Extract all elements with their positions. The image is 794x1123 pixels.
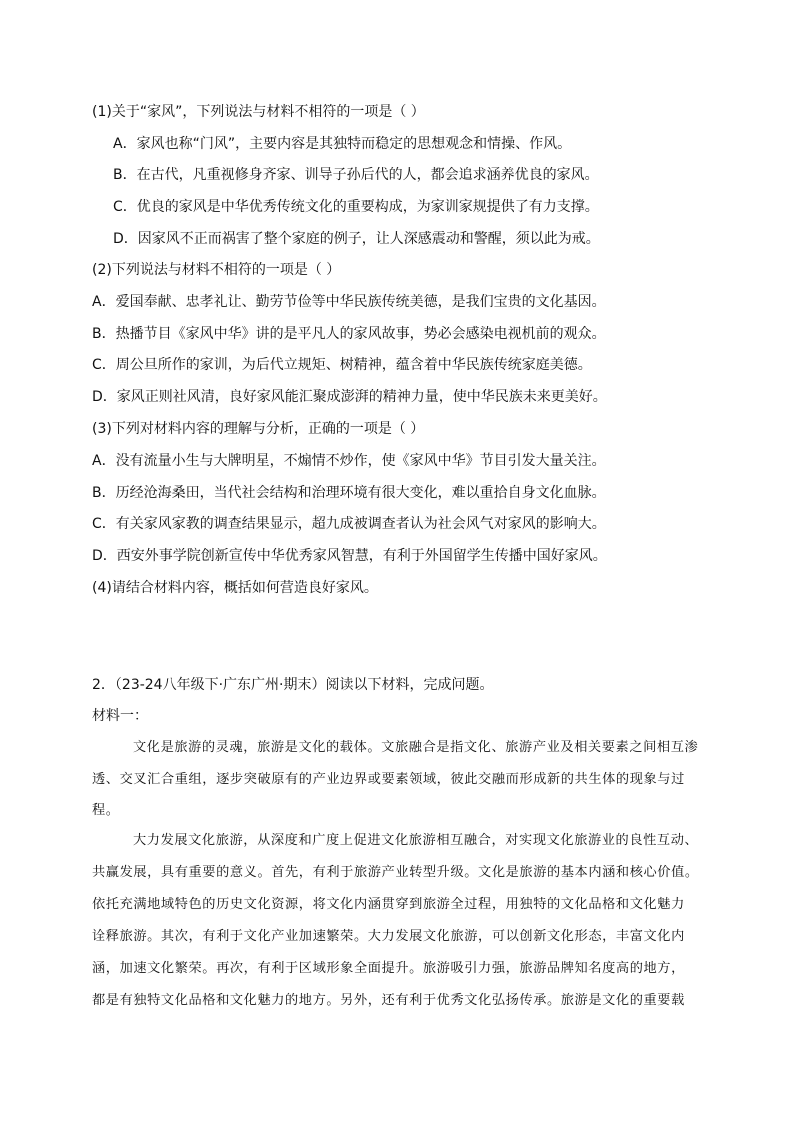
q3-stem: (3)下列对材料内容的理解与分析，正确的一项是（ ） [92,421,425,437]
material-label: 材料一： [92,708,148,724]
q3-option-b: B．历经沧海桑田，当代社会结构和治理环境有很大变化，难以重拾自身文化血脉。 [92,485,606,501]
q2-option-c: C．周公旦所作的家训，为后代立规矩、树精神，蕴含着中华民族传统家庭美德。 [92,357,592,373]
material-p1-line3: 程。 [92,803,120,818]
q1-stem: (1)关于“家风”，下列说法与材料不相符的一项是（ ） [92,104,425,120]
material-p2-line6: 都是有独特文化品格和文化魅力的地方。另外，还有利于优秀文化弘扬传承。旅游是文化的重要载 [92,993,685,1008]
material-p2-line5: 涵，加速文化繁荣。再次，有利于区域形象全面提升。旅游吸引力强，旅游品牌知名度高的地方， [92,961,685,976]
material-p2-line2: 共赢发展，具有重要的意义。首先，有利于旅游产业转型升级。文化是旅游的基本内涵和核心价值。 [92,865,699,880]
material-p2-line1: 大力发展文化旅游，从深度和广度上促进文化旅游相互融合，对实现文化旅游业的良性互动、 [133,833,699,848]
q3-option-d: D．西安外事学院创新宣传中华优秀家风智慧，有利于外国留学生传播中国好家风。 [92,548,607,564]
q3-option-c: C．有关家风家教的调查结果显示，超九成被调查者认为社会风气对家风的影响大。 [92,516,606,532]
q1-option-c: C．优良的家风是中华优秀传统文化的重要构成，为家训家规提供了有力支撑。 [113,199,599,215]
q2-option-b: B．热播节目《家风中华》讲的是平凡人的家风故事，势必会感染电视机前的观众。 [92,326,606,342]
material-p1-line1: 文化是旅游的灵魂，旅游是文化的载体。文旅融合是指文化、旅游产业及相关要素之间相互渗 [133,740,699,755]
material-p2-line4: 诠释旅游。其次，有利于文化产业加速繁荣。大力发展文化旅游，可以创新文化形态，丰富文化内 [92,929,685,944]
question2-heading: 2．（23-24八年级下·广东广州·期末）阅读以下材料，完成问题。 [92,677,494,693]
q2-option-d: D．家风正则社风清，良好家风能汇聚成澎湃的精神力量，使中华民族未来更美好。 [92,389,607,405]
q4-stem: (4)请结合材料内容，概括如何营造良好家风。 [92,580,378,596]
q2-option-a: A．爱国奉献、忠孝礼让、勤劳节俭等中华民族传统美德，是我们宝贵的文化基因。 [92,294,606,310]
q3-option-a: A．没有流量小生与大牌明星，不煽情不炒作，使《家风中华》节目引发大量关注。 [92,453,606,469]
q1-option-a: A．家风也称“门风”，主要内容是其独特而稳定的思想观念和情操、作风。 [113,136,572,152]
material-p1-line2: 透、交叉汇合重组，逐步突破原有的产业边界或要素领域，彼此交融而形成新的共生体的现象与过 [92,772,685,787]
material-p2-line3: 依托充满地域特色的历史文化资源，将文化内涵贯穿到旅游全过程，用独特的文化品格和文化魅力 [92,897,685,912]
q2-stem: (2)下列说法与材料不相符的一项是（ ） [92,262,341,278]
q1-option-d: D．因家风不正而祸害了整个家庭的例子，让人深感震动和警醒，须以此为戒。 [113,231,600,247]
q1-option-b: B．在古代，凡重视修身齐家、训导子孙后代的人，都会追求涵养优良的家风。 [113,167,599,183]
